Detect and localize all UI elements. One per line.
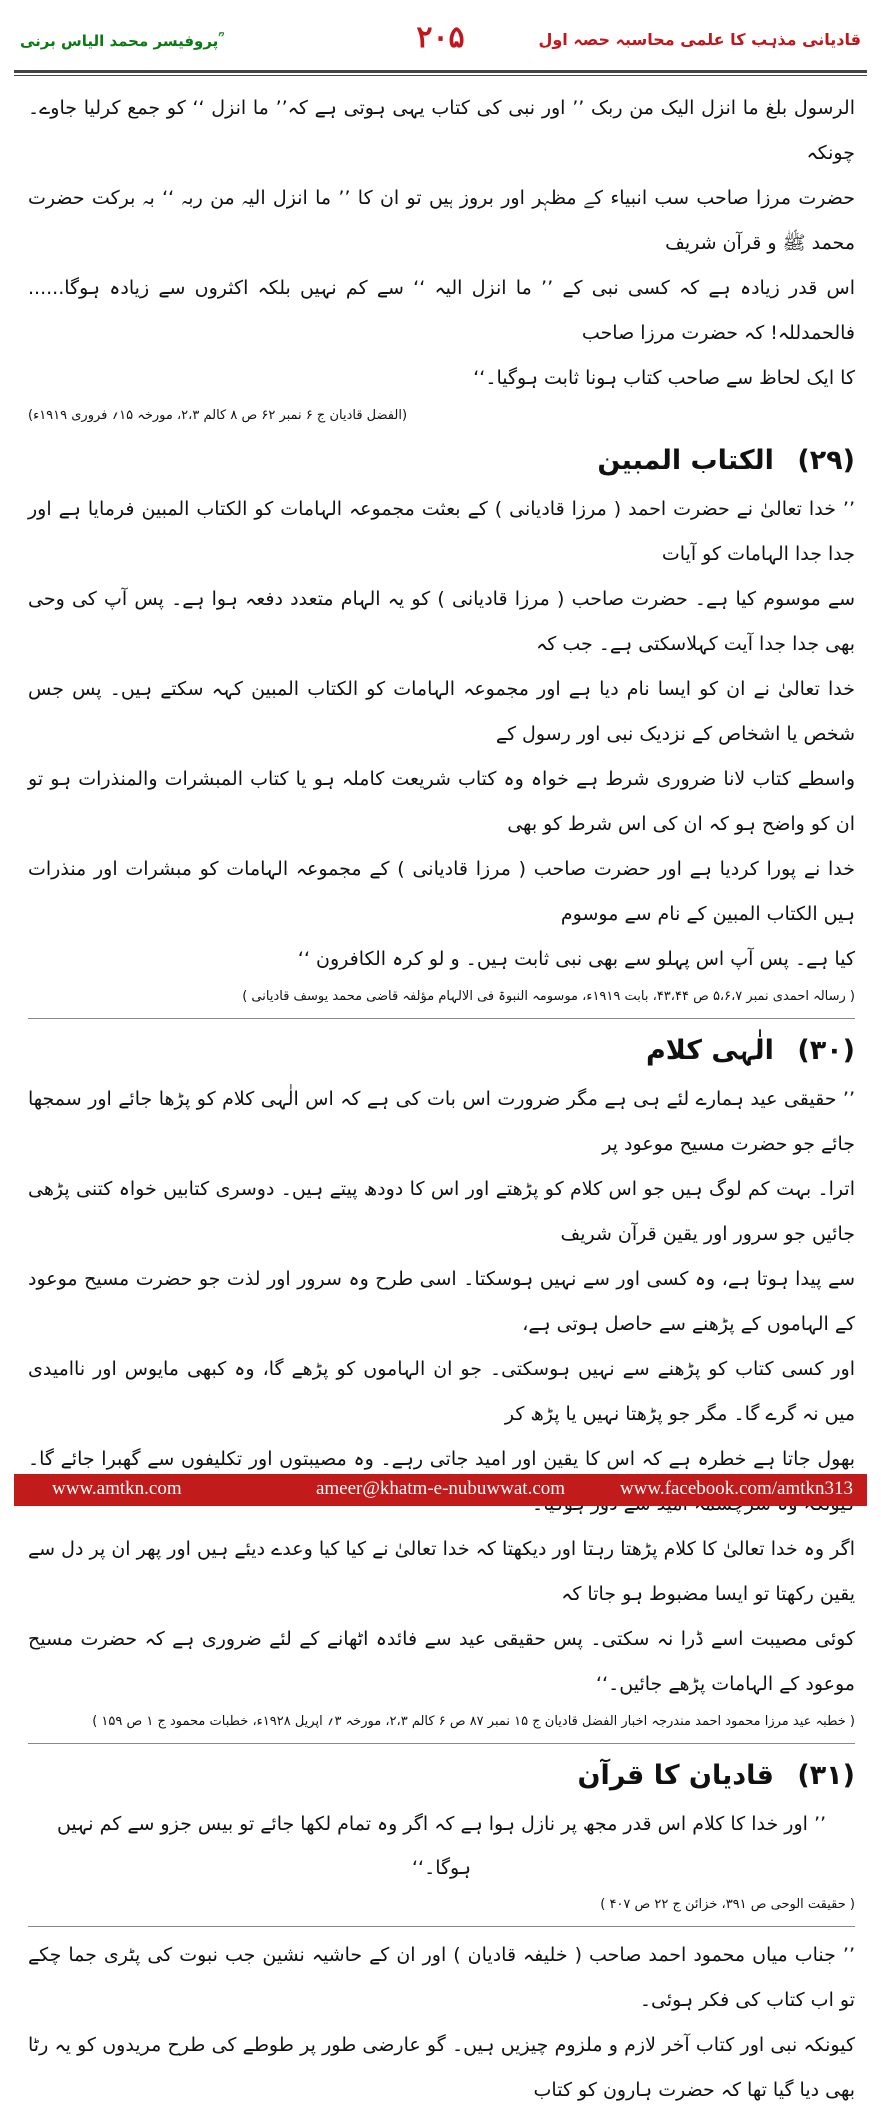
section-heading-31 [28,1754,855,1798]
text-line: کا ایک لحاظ سے صاحب کتاب ہونا ثابت ہوگیا۔‘‘ [473,367,855,389]
text-line: ’’ جناب میاں محمود احمد صاحب ( خلیفہ قادیان ) اور ان کے حاشیہ نشین جب نبوت کی پٹری جما چکے تو اب کتاب کی فکر ہوئی۔ [28,1944,855,2011]
section-title: الکتاب المبین [597,445,774,476]
website-link[interactable]: www.amtkn.com [52,1478,182,1499]
book-title: قادیانی مذہب کا علمی محاسبہ حصہ اول [538,30,861,49]
footer-bar [14,1474,867,1506]
header-rule-thin [14,75,867,76]
text-line: خدا تعالیٰ نے ان کو ایسا نام دیا ہے اور مجموعہ الہامات کو الکتاب المبین کہہ سکتے ہیں۔ پس جس شخص یا اشخاص کے نزدیک نبی اور رسول کے [28,678,855,745]
page-number: ۲۰۵ [416,20,465,55]
text-line: اس قدر زیادہ ہے کہ کسی نبی کے ’’ ما انزل الیہ ‘‘ سے کم نہیں بلکہ اکثروں سے زیادہ ہوگا...... فالحمدللہ! کہ حضرت مرزا صاحب [28,277,855,344]
text-line: واسطے کتاب لانا ضروری شرط ہے خواہ وہ کتاب شریعت کاملہ ہو یا کتاب المبشرات والمنذرات ہو تو ان کو واضح ہو کہ ان کی اس شرط کو بھی [28,768,855,835]
text-line: ’’ خدا تعالیٰ نے حضرت احمد ( مرزا قادیانی ) کے بعثت مجموعہ الہامات کو الکتاب المبین فرمایا ہے اور جدا جدا الہامات کو آیات [28,498,855,565]
section-heading-29 [28,439,855,483]
text-line: کیا ہے۔ پس آپ اس پہلو سے بھی نبی ثابت ہیں۔ و لو کرہ الکافرون ‘‘ [297,948,855,970]
section-heading-30 [28,1029,855,1073]
text-line: اترا۔ بہت کم لوگ ہیں جو اس کلام کو پڑھتے اور اس کا دودھ پیتے ہیں۔ دوسری کتابیں خواہ کتنی پڑھی جائیں جو سرور اور یقین قرآن شریف [28,1178,855,1245]
section-number: (۲۹) [797,445,855,476]
section-title: قادیان کا قرآن [577,1760,774,1791]
text-line: بھول جاتا ہے خطرہ ہے کہ اس کا یقین اور امید جاتی رہے۔ وہ مصیبتوں اور تکلیفوں سے گھبرا جائے گا۔ [28,1448,855,1470]
section-29-text [28,487,855,1010]
section-number: (۳۱) [797,1760,855,1791]
divider [28,1018,855,1019]
page-body [28,86,855,2113]
text-line: خدا نے پورا کردیا ہے اور حضرت صاحب ( مرزا قادیانی ) کے مجموعہ الہامات کو مبشرات اور منذرات ہیں الکتاب المبین کے نام سے موسوم [28,858,855,925]
text-line: سے پیدا ہوتا ہے، وہ کسی اور سے نہیں ہوسکتا۔ اسی طرح وہ سرور اور لذت جو حضرت مسیح موعود کے الہاموں کے پڑھنے سے حاصل ہوتی ہے، [28,1268,855,1335]
citation: ( خطبہ عید مرزا محمود احمد مندرجہ اخبار الفضل قادیان ج ۱۵ نمبر ۸۷ ص ۶ کالم ۲،۳، مورخہ ۳؍ اپریل ۱۹۲۸ء، خطبات محمود ج ۱ ص ۱۵۹ ) [92,1714,855,1729]
text-line: اور کسی کتاب کو پڑھنے سے نہیں ہوسکتی۔ جو ان الہاموں کو پڑھے گا، وہ کبھی مایوس اور ناامیدی میں نہ گرے گا۔ مگر جو پڑھتا نہیں یا پڑھ کر [28,1358,855,1425]
facebook-link[interactable]: www.facebook.com/amtkn313 [619,1478,853,1499]
text-line: کوئی مصیبت اسے ڈرا نہ سکتی۔ پس حقیقی عید سے فائدہ اٹھانے کے لئے ضروری ہے کہ حضرت مسیح موعود کے الہامات پڑھے جائیں۔‘‘ [28,1628,855,1695]
text-line: کیونکہ نبی اور کتاب آخر لازم و ملزوم چیزیں ہیں۔ گو عارضی طور پر طوطے کی طرح مریدوں کو یہ رٹا بھی دیا گیا تھا کہ حضرت ہارون کو کتاب [28,2034,855,2101]
text-line: ’’ حقیقی عید ہمارے لئے ہی ہے مگر ضرورت اس بات کی ہے کہ اس الٰہی کلام کو پڑھا جائے اور سمجھا جائے جو حضرت مسیح موعود پر [28,1088,855,1155]
header-rule-thick [14,70,867,73]
divider [28,1743,855,1744]
quote-line: ’’ اور خدا کا کلام اس قدر مجھ پر نازل ہوا ہے کہ اگر وہ تمام لکھا جائے تو بیس جزو سے کم نہیں ہوگا۔‘‘ [56,1813,827,1879]
section-31-text [28,1802,855,2113]
email-link[interactable]: ameer@khatm-e-nubuwwat.com [315,1478,566,1499]
text-line: اگر وہ خدا تعالیٰ کا کلام پڑھتا رہتا اور دیکھتا کہ خدا تعالیٰ نے کیا کیا وعدے دیئے ہیں اور پھر ان پر دل سے یقین رکھتا تو ایسا مضبوط ہو جاتا کہ [28,1538,855,1605]
divider [28,1926,855,1927]
page-header [14,8,867,80]
text-line: حضرت مرزا صاحب سب انبیاء کے مظہر اور بروز ہیں تو ان کا ’’ ما انزل الیہ من ربہ ‘‘ بہ برکت حضرت محمد ﷺ و قرآن شریف [28,187,855,254]
citation: ( حقیقت الوحی ص ۳۹۱، خزائن ج ۲۲ ص ۴۰۷ ) [600,1897,855,1912]
intro-text [28,86,855,429]
citation: ( رسالہ احمدی نمبر ۵،۶،۷ ص ۴۳،۴۴، بابت ۱۹۱۹ء، موسومہ النبوۃ فی الالہام مؤلفہ قاضی محمد یوسف قادیانی ) [242,989,855,1004]
section-number: (۳۰) [797,1035,855,1066]
text-line: الرسول بلغ ما انزل الیک من ربک ’’ اور نبی کی کتاب یہی ہوتی ہے کہ’’ ما انزل ‘‘ کو جمع کرلیا جاوے۔ چونکہ [28,97,855,164]
citation: (الفضل قادیان ج ۶ نمبر ۶۲ ص ۸ کالم ۲،۳، مورخہ ۱۵؍ فروری ۱۹۱۹ء) [28,408,408,423]
text-line: سے موسوم کیا ہے۔ حضرت صاحب ( مرزا قادیانی ) کو یہ الہام متعدد دفعہ ہوا ہے۔ پس آپ کی وحی بھی جدا جدا آیت کہلاسکتی ہے۔ جب کہ [28,588,855,655]
author-name: پروفیسر محمد الیاس برنی ؒ [20,32,223,50]
section-30-text [28,1077,855,1735]
section-title: الٰہی کلام [646,1035,774,1066]
